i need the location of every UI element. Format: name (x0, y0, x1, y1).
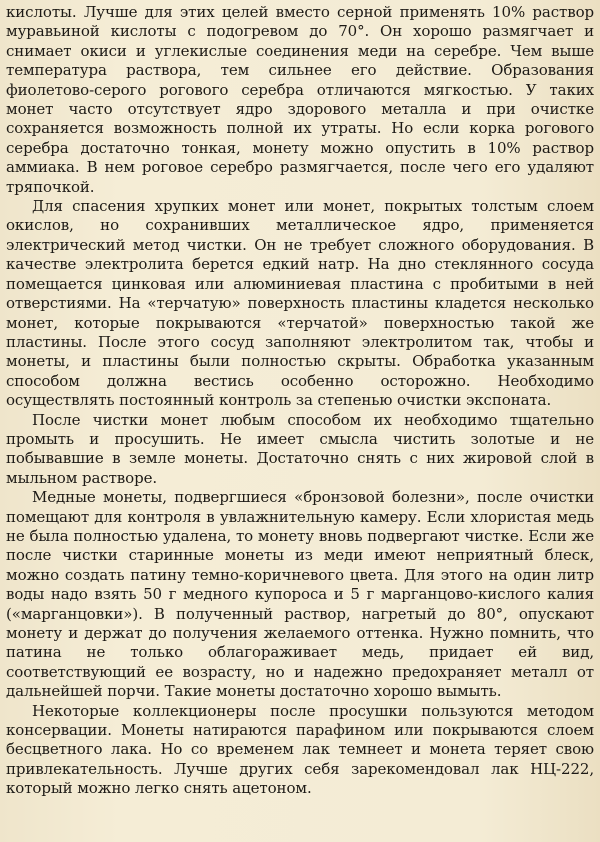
paragraph-copper-patina: Медные монеты, подвергшиеся «бронзовой болезни», после очистки помещают для контроля в увлажнительную камеру. Если хлористая медь не была полностью удалена, то монету вновь подвергают чистке. Если же после чистки старинные монеты из меди имеют неприятный блеск, можно создать патину темно-коричневого цвета. Для этого на один литр воды надо взять 50 г медного купороса и 5 г марганцово-кислого калия («марганцовки»). В полученный раствор, нагретый до 80°, опускают монету и держат до получения желаемого оттенка. Нужно помнить, что патина не только облагораживает медь, придает ей вид, соответствующий ее возрасту, но и надежно предохраняет металл от дальнейшей порчи. Такие монеты достаточно хорошо вымыть. (6, 488, 594, 701)
paragraph-rinsing: После чистки монет любым способом их необходимо тщательно промыть и просушить. Не имеет смысла чистить золотые и не побывавшие в земле монеты. Достаточно снять с них жировой слой в мыльном растворе. (6, 410, 594, 487)
paragraph-conservation: Некоторые коллекционеры после просушки пользуются методом консервации. Монеты натираются парафином или покрываются слоем бесцветного лака. Но со временем лак темнеет и монета теряет свою привлекательность. Лучше других себя зарекомендовал лак НЦ-222, который можно легко снять ацетоном. (6, 701, 594, 798)
paragraph-silver-cleaning: кислоты. Лучше для этих целей вместо серной применять 10% раствор муравьиной кислоты с подогревом до 70°. Он хорошо размягчает и снимает окиси и углекислые соединения меди на серебре. Чем выше температура раствора, тем сильнее его действие. Образования фиолетово-серого рогового серебра отличаются мягкостью. У таких монет часто отсутствует ядро здорового металла и при очистке сохраняется возможность полной их утраты. Но если корка рогового серебра достаточно тонкая, монету можно опустить в 10% раствор аммиака. В нем роговое серебро размягчается, после чего его удаляют тряпочкой. (6, 3, 594, 196)
text-body (6, 3, 594, 799)
paragraph-electrolytic-method: Для спасения хрупких монет или монет, покрытых толстым слоем окислов, но сохранивших металлическое ядро, применяется электрический метод чистки. Он не требует сложного оборудования. В качестве электролита берется едкий натр. На дно стеклянного сосуда помещается цинковая или алюминиевая пластина с пробитыми в ней отверстиями. На «терчатую» поверхность пластины кладется несколько монет, которые покрываются «терчатой» поверхностью такой же пластины. После этого сосуд заполняют электролитом так, чтобы и монеты, и пластины были полностью скрыты. Обработка указанным способом должна вестись особенно осторожно. Необходимо осуществлять постоянный контроль за степенью очистки экспоната. (6, 197, 594, 410)
